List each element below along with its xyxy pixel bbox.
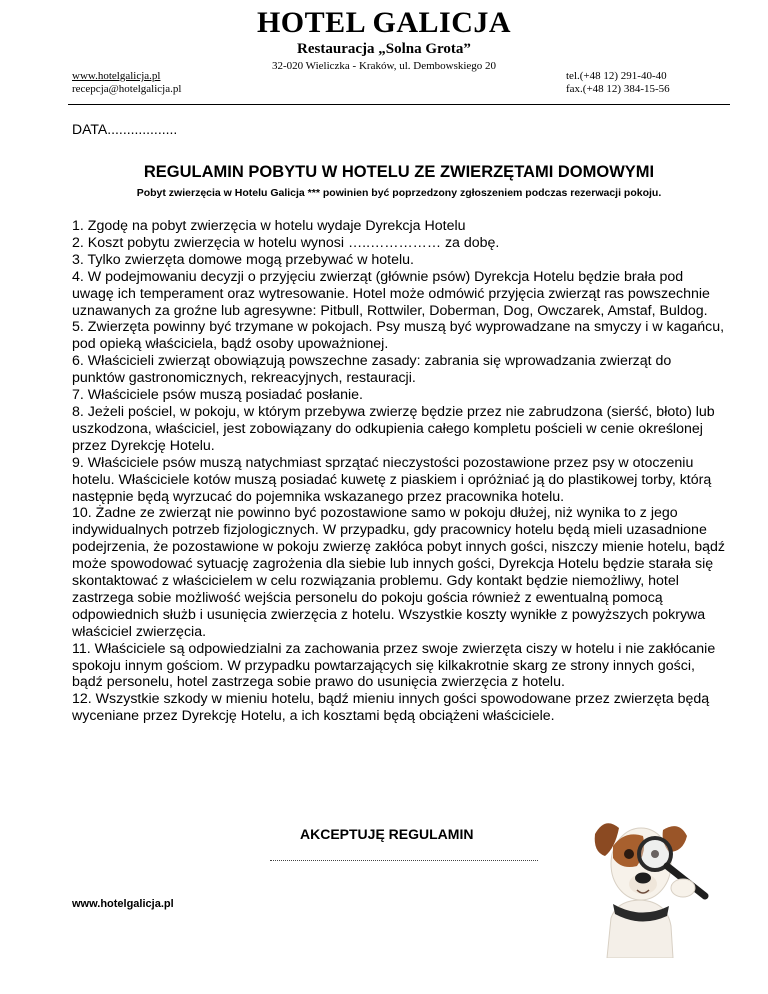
- rule-item: 1. Zgodę na pobyt zwierzęcia w hotelu wydaje Dyrekcja Hotelu: [72, 218, 466, 234]
- contact-left: [72, 70, 181, 96]
- rule-item: 4. W podejmowaniu decyzji o przyjęciu zwierząt (głównie psów) Dyrekcja Hotelu będzie brała pod uwagę ich temperament oraz wytresowanie. Hotel może odmówić przyjęcia zwierząt ras powszechnie uznawanych za groźne lub agresywne: Pitbull, Rottwiler, Doberman, Dog, Owczarek, Amstaf, Buldog.: [72, 268, 710, 319]
- rule-item: 2. Koszt pobytu zwierzęcia w hotelu wynosi …..…………… za dobę.: [72, 234, 500, 251]
- rule-item: 7. Właściciele psów muszą posiadać posłanie.: [72, 387, 363, 404]
- rule-item: 5. Zwierzęta powinny być trzymane w pokojach. Psy muszą być wyprowadzane na smyczy i w kagańcu, pod opieką właściciela, bądź osoby upoważnionej.: [72, 319, 725, 353]
- rules-list: [72, 218, 728, 725]
- header-divider: [68, 104, 730, 105]
- accept-label: AKCEPTUJĘ REGULAMIN: [300, 826, 474, 842]
- phone-text: tel.(+48 12) 291-40-40: [566, 70, 667, 82]
- rule-item: 11. Właściciele są odpowiedzialni za zachowania przez swoje zwierzęta ciszy w hotelu i nie zakłócanie spokoju innym gościom. W przypadku powtarzających się kilkakrotnie skarg ze strony innych gości, bądź personelu, hotel zastrzega sobie prawo do usunięcia zwierzęcia z hotelu.: [72, 640, 716, 691]
- restaurant-name: Restauracja „Solna Grota”: [297, 41, 471, 57]
- rule-item: 3. Tylko zwierzęta domowe mogą przebywać w hotelu.: [72, 251, 414, 268]
- hotel-name: HOTEL GALICJA: [256, 6, 512, 39]
- fax-text: fax.(+48 12) 384-15-56: [566, 83, 670, 95]
- rule-item: 10. Żadne ze zwierząt nie powinno być pozostawione samo w pokoju dłużej, niż wynika to z jego indywidualnych potrzeb fizjologicznych. W przypadku, gdy pracownicy hotelu będą mieli uzasadnione podejrzenia, że pozostawione w pokoju zwierzę zakłóca pobyt innych gości, niszczy mienie hotelu, bądź może spowodować sytuację zagrożenia dla siebie lub innych gości, Dyrekcja Hotelu będzie starała się skontaktować z właścicielem w celu rozwiązania problemu. Gdy kontakt będzie niemożliwy, hotel zastrzega sobie możliwość wejścia personelu do pokoju gościa również z ewentualną pomocą odpowiednich służb i usunięcia zwierzęcia z hotelu. Wszystkie koszty wynikłe z powyższych pokrywa właściciel zwierzęcia.: [72, 505, 725, 640]
- contact-right: [566, 70, 670, 96]
- signature-line[interactable]: [270, 860, 538, 861]
- website-link[interactable]: www.hotelgalicja.pl: [72, 70, 161, 82]
- rule-item: 12. Wszystkie szkody w mieniu hotelu, bądź mieniu innych gości spowodowane przez zwierzęta będą wyceniane przez Dyrekcję Hotelu, a ich kosztami będą obciążeni właściciele.: [72, 691, 710, 725]
- document-title: REGULAMIN POBYTU W HOTELU ZE ZWIERZĘTAMI DOMOWYMI: [143, 163, 655, 181]
- dog-with-magnifier-illustration: [555, 808, 725, 958]
- rule-item: 9. Właściciele psów muszą natychmiast sprzątać nieczystości pozostawione przez psy w otoczeniu hotelu. Właściciele kotów muszą posiadać kuwetę z piaskiem i opróżniać ją do plastikowej torby, którą następnie będą wyrzucać do pojemnika wskazanego przez pracownika hotelu.: [72, 454, 712, 505]
- date-field: DATA..................: [72, 121, 178, 137]
- hotel-address: 32-020 Wieliczka - Kraków, ul. Dembowskiego 20: [271, 60, 497, 72]
- rule-item: 6. Właścicieli zwierząt obowiązują powszechne zasady: zabrania się wprowadzania zwierząt do punktów gastronomicznych, rekreacyjnych, restauracji.: [72, 353, 672, 387]
- footer-website: www.hotelgalicja.pl: [72, 898, 174, 910]
- email-text: recepcja@hotelgalicja.pl: [72, 83, 182, 95]
- document-subtitle: Pobyt zwierzęcia w Hotelu Galicja *** powinien być poprzedzony zgłoszeniem podczas rezerwacji pokoju.: [136, 187, 662, 199]
- rule-item: 8. Jeżeli pościel, w pokoju, w którym przebywa zwierzę będzie przez nie zabrudzona (sierść, błoto) lub uszkodzona, właściciel, jest zobowiązany do odkupienia całego kompletu pościeli w cenie określonej przez Dyrekcję Hotelu.: [72, 403, 715, 454]
